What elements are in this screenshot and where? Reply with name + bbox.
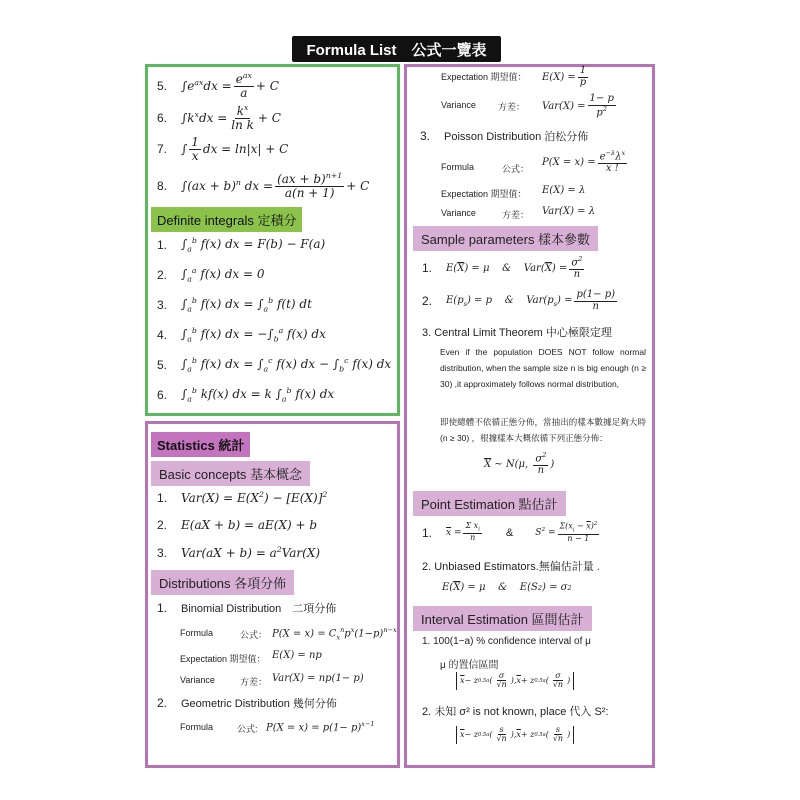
binomial-variance: Var(X) = np(1− p) xyxy=(272,673,364,684)
binomial-title: 1. Binomial Distribution 二項分佈 xyxy=(157,601,337,615)
binomial-variance-label: Variance xyxy=(180,675,215,685)
geometric-expectation-label: Expectation 期望值： xyxy=(441,72,527,82)
clt-formula: $\overline{X}$ ~ N(μ, $\frac{\sigma^2}{n}$ ) xyxy=(484,451,555,476)
binomial-formula-label: Formula xyxy=(180,628,214,638)
distributions-heading: Distributions 各項分佈 xyxy=(151,570,294,595)
poisson-expectation: E(X) = λ xyxy=(542,185,586,196)
geometric-variance-label: Variance xyxy=(441,100,476,110)
geometric-variance-zh: 方差： xyxy=(498,102,526,112)
binomial-variance-zh: 方差： xyxy=(240,677,268,687)
unbiased-estimators-formula: E( $\overline{X}$ ) = μ & E(S 2 ) = σ 2 xyxy=(442,582,572,593)
basic-row: 3. $Var(aX + b) = a^2Var(X)$ xyxy=(157,545,321,560)
geometric-formula-label: Formula xyxy=(180,722,214,732)
integral-row: 6. $\int k^xdx$ = $\frac{k^x}{\text{ln k}}$ + C xyxy=(157,103,281,132)
point-estimation-heading: Point Estimation 點估計 xyxy=(413,491,566,516)
statistics-heading: Statistics 統計 xyxy=(151,432,250,457)
interval-2-formula: $\overline{x}$ − z 0.5a ( $\frac{s}{√n}$ ), $\overline{x}$ + z 0.5a ( $\frac{s}{√n}$ ) xyxy=(456,726,574,744)
sample-parameters-heading: Sample parameters 樣本參數 xyxy=(413,226,598,251)
definite-integrals-heading: Definite integrals 定積分 xyxy=(151,207,302,232)
interval-1-zh: μ 的置信區間 xyxy=(440,660,499,671)
poisson-formula-zh: 公式： xyxy=(502,164,530,174)
interval-2-label: 2. 未知 σ² is not known, place 代入 S²: xyxy=(422,706,609,718)
binomial-expectation-label: Expectation 期望值： xyxy=(180,654,266,664)
binomial-formula-zh: 公式： xyxy=(240,630,268,640)
binomial-formula: $P(X = x) = C_x^np^x(1-p)^{n-x}$ xyxy=(272,626,397,642)
poisson-variance-zh: 方差： xyxy=(502,210,530,220)
poisson-variance-label: Variance xyxy=(441,208,476,218)
poisson-title: 3. Poisson Distribution 泊松分佈 xyxy=(420,129,589,143)
page-title: Formula List 公式一覽表 xyxy=(292,36,501,62)
poisson-formula: P(X = x) = $\frac{e^{-\lambda}\lambda^x}{x !}$ xyxy=(542,149,626,174)
binomial-expectation: E(X) = np xyxy=(272,650,322,661)
interval-1-label: 1. 100(1−a) % confidence interval of μ xyxy=(422,636,591,647)
sample-row: 1. $E(\overline{X}) = \mu$ & $Var(\overline{X})$ = $\frac{\sigma^2}{n}$ xyxy=(422,255,583,280)
integral-row: 8. ∫(ax + b)$^n$ dx = $\frac{(ax + b)^{n+1}}{a(n + 1)}$ + C xyxy=(157,171,370,200)
basic-concepts-heading: Basic concepts 基本概念 xyxy=(151,461,310,486)
definite-row: 4. $\int_a^b$ f(x) dx = $-\int_b^a$ f(x) dx xyxy=(157,326,326,344)
integral-row: 7. ∫ $\frac{1}{x}$ dx = ln|x| + C xyxy=(157,135,289,163)
basic-row: 2. E(aX + b) = aE(X) + b xyxy=(157,518,318,532)
poisson-formula-label: Formula xyxy=(441,162,475,172)
definite-row: 3. $\int_a^b$ f(x) dx = $\int_a^b$ f(t) dt xyxy=(157,296,312,314)
definite-row: 5. $\int_a^b$ f(x) dx = $\int_a^c$ f(x) dx − $\int_b^c$ f(x) dx xyxy=(157,356,392,374)
clt-heading: 3. Central Limit Theorem 中心極限定理 xyxy=(422,327,612,339)
integral-row: 5. $\int e^{ax}dx$ = $\frac{e^{ax}}{a}$ + C xyxy=(157,71,279,100)
definite-row: 1. $\int_a^b$ f(x) dx = F(b) − F(a) xyxy=(157,236,326,254)
clt-chinese-text: 即使總體不依循正態分佈，當抽出的樣本數據足夠大時 (n ≥ 30) ，根據樣本大概依循下列正態分佈： xyxy=(440,417,646,443)
interval-estimation-heading: Interval Estimation 區間估計 xyxy=(413,606,592,631)
geometric-title: 2. Geometric Distribution 幾何分佈 xyxy=(157,696,337,710)
geometric-formula: $P(X = x) = p(1- p)^{x-1}$ xyxy=(266,720,375,734)
definite-row: 2. $\int_a^a$ f(x) dx = 0 xyxy=(157,266,265,284)
poisson-variance: Var(X) = λ xyxy=(542,206,596,217)
unbiased-estimators-label: 2. Unbiased Estimators.無偏估計量 . xyxy=(422,561,600,573)
clt-english-text: Even if the population DOES NOT follow normal distribution, when the sample size n is big enough (n ≥ 30) ,it approximately follows normal distribution, xyxy=(440,347,646,389)
geometric-expectation: E(X) = $\frac{1}{p}$ xyxy=(542,65,587,88)
geometric-variance: Var(X) = $\frac{1- p}{p^2}$ xyxy=(542,93,614,118)
point-estimation-row: 1. $\overline{x}$ = $\frac{\Sigma x_i}{n}$ & $S^2$ = $\frac{\Sigma(x_i - \overline{x})^2}{n - 1}$ xyxy=(422,521,598,543)
basic-row: 1. $Var(X) = E(X^2) - [E(X)]^2$ xyxy=(157,490,328,505)
interval-1-formula: $\overline{x}$ − z 0.5a ( $\frac{\sigma}{√n}$ ), $\overline{x}$ + z 0.5a ( $\frac{\sigma}{√n}$ ) xyxy=(456,672,574,690)
sample-row: 2. $E(p_s) = p$ & $Var(p_s)$ = $\frac{p(1- p)}{n}$ xyxy=(422,289,616,312)
poisson-expectation-label: Expectation 期望值： xyxy=(441,189,527,199)
definite-row: 6. $\int_a^b$ kf(x) dx = k $\int_a^b$ f(x) dx xyxy=(157,386,335,404)
geometric-formula-zh: 公式: xyxy=(237,724,258,734)
